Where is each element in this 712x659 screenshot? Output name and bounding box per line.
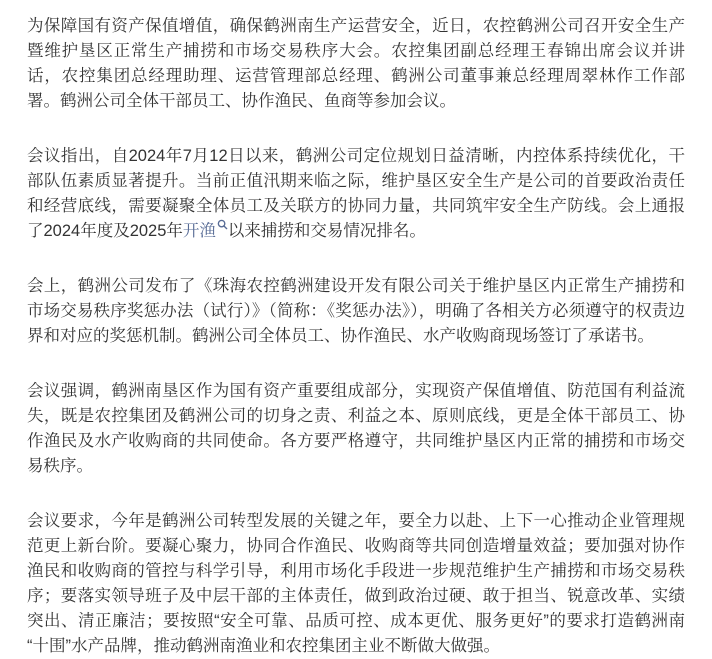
paragraph-2-text-after: 以来捕捞和交易情况排名。 bbox=[227, 222, 426, 240]
keyword-link-kaiyu[interactable] bbox=[183, 222, 228, 240]
paragraph-2-text-before: 会议指出，自2024年7月12日以来，鹤洲公司定位规划日益清晰，内控体系持续优化，干部队伍素质显著提升。当前正值汛期来临之际，维护垦区安全生产是公司的首要政治责任和经营底线，需要凝聚全体员工及关联方的协同力量，共同筑牢安全生产防线。会上通报了2024年度及2025年 bbox=[27, 147, 685, 240]
paragraph-1: 为保障国有资产保值增值，确保鹤洲南生产运营安全，近日，农控鹤洲公司召开安全生产暨维护垦区正常生产捕捞和市场交易秩序大会。农控集团副总经理王春锦出席会议并讲话，农控集团总经理助理、运营管理部总经理、鹤洲公司董事兼总经理周翠林作工作部署。鹤洲公司全体干部员工、协作渔民、鱼商等参加会议。 bbox=[27, 17, 685, 110]
paragraph-2 bbox=[27, 144, 685, 244]
paragraph-4: 会议强调，鹤洲南垦区作为国有资产重要组成部分，实现资产保值增值、防范国有利益流失，既是农控集团及鹤洲公司的切身之责、利益之本、原则底线，更是全体干部员工、协作渔民及水产收购商的共同使命。各方要严格遵守，共同维护垦区内正常的捕捞和市场交易秩序。 bbox=[27, 382, 685, 475]
keyword-link-label: 开渔 bbox=[182, 222, 216, 240]
paragraph-3: 会上，鹤洲公司发布了《珠海农控鹤洲建设开发有限公司关于维护垦区内正常生产捕捞和市场交易秩序奖惩办法（试行）》（简称：《奖惩办法》），明确了各相关方必须遵守的权责边界和对应的奖惩机制。鹤洲公司全体员工、协作渔民、水产收购商现场签订了承诺书。 bbox=[27, 277, 685, 345]
search-icon bbox=[217, 219, 228, 230]
paragraph-5: 会议要求，今年是鹤洲公司转型发展的关键之年，要全力以赴、上下一心推动企业管理规范更上新台阶。要凝心聚力，协同合作渔民、收购商等共同创造增量效益；要加强对协作渔民和收购商的管控与科学引导，利用市场化手段进一步规范维护生产捕捞和市场交易秩序；要落实领导班子及中层干部的主体责任，做到政治过硬、敢于担当、锐意改革、实绩突出、清正廉洁；要按照“安全可靠、品质可控、成本更优、服务更好”的要求打造鹤洲南“十围”水产品牌，推动鹤洲南渔业和农控集团主业不断做大做强。 bbox=[27, 512, 685, 655]
